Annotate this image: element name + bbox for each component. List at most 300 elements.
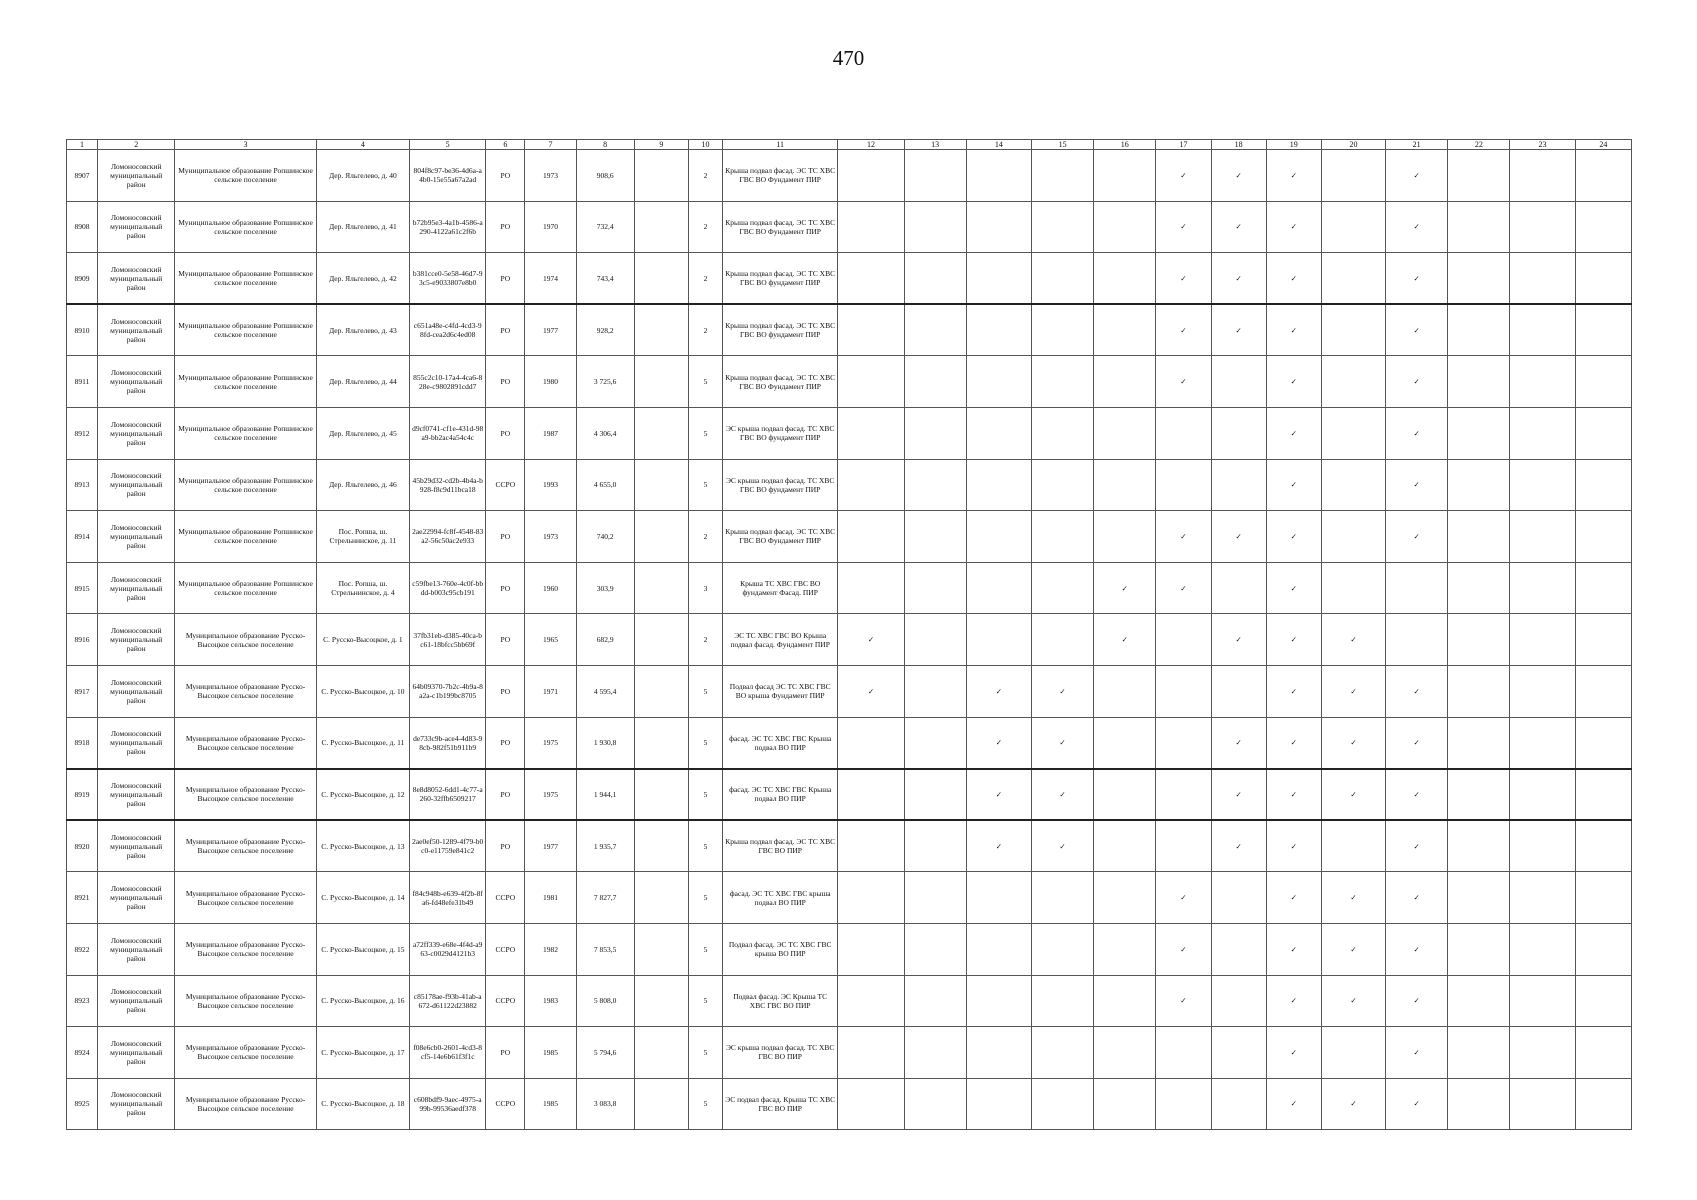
type-cell: РО	[486, 665, 525, 717]
row-number: 8916	[67, 614, 98, 666]
empty-cell	[966, 923, 1031, 975]
check-mark-icon: ✓	[1386, 717, 1448, 769]
row-number: 8923	[67, 975, 98, 1027]
empty-cell	[634, 614, 688, 666]
empty-cell	[838, 459, 904, 511]
empty-cell	[1321, 253, 1385, 305]
empty-cell	[1094, 201, 1156, 253]
empty-cell	[1031, 1078, 1093, 1130]
empty-cell	[1321, 459, 1385, 511]
table-row	[67, 304, 1632, 356]
column-header: 15	[1031, 140, 1093, 150]
empty-cell	[1510, 253, 1575, 305]
empty-cell	[1094, 769, 1156, 821]
district-cell: Ломоносовский муниципальный район	[98, 459, 175, 511]
empty-cell	[966, 975, 1031, 1027]
check-mark-icon: ✓	[1266, 407, 1321, 459]
empty-cell	[1031, 407, 1093, 459]
empty-cell	[966, 201, 1031, 253]
empty-cell	[1448, 356, 1510, 408]
year-cell: 1977	[525, 304, 576, 356]
year-cell: 1975	[525, 717, 576, 769]
empty-cell	[838, 1078, 904, 1130]
empty-cell	[904, 356, 966, 408]
house-code-cell: 8e8d8052-6dd1-4c77-a260-32ffb6509217	[410, 769, 486, 821]
empty-cell	[1510, 820, 1575, 872]
column-header: 19	[1266, 140, 1321, 150]
district-cell: Ломоносовский муниципальный район	[98, 253, 175, 305]
empty-cell	[634, 1027, 688, 1079]
district-cell: Ломоносовский муниципальный район	[98, 872, 175, 924]
column-header: 11	[723, 140, 838, 150]
address-cell: С. Русско-Высоцкое, д. 17	[316, 1027, 409, 1079]
area-cell: 740,2	[576, 511, 634, 563]
house-code-cell: 64b09370-7b2c-4b9a-8a2a-c1b199bc8705	[410, 665, 486, 717]
entrances-cell: 5	[688, 459, 722, 511]
empty-cell	[904, 304, 966, 356]
check-mark-icon: ✓	[1386, 665, 1448, 717]
empty-cell	[634, 1078, 688, 1130]
check-mark-icon: ✓	[1386, 769, 1448, 821]
check-mark-icon: ✓	[1266, 459, 1321, 511]
empty-cell	[1156, 1078, 1211, 1130]
check-mark-icon: ✓	[1266, 614, 1321, 666]
works-list-cell: Подвал фасад. ЭС Крыша ТС ХВС ГВС ВО ПИР	[723, 975, 838, 1027]
empty-cell	[1031, 614, 1093, 666]
municipality-cell: Муниципальное образование Ропшинское сельское поселение	[175, 407, 316, 459]
empty-cell	[838, 1027, 904, 1079]
column-header: 2	[98, 140, 175, 150]
area-cell: 3 725,6	[576, 356, 634, 408]
empty-cell	[1211, 459, 1266, 511]
empty-cell	[1575, 1027, 1631, 1079]
table-row	[67, 407, 1632, 459]
empty-cell	[1448, 614, 1510, 666]
entrances-cell: 5	[688, 665, 722, 717]
municipality-cell: Муниципальное образование Ропшинское сельское поселение	[175, 304, 316, 356]
empty-cell	[1448, 665, 1510, 717]
empty-cell	[1510, 511, 1575, 563]
area-cell: 928,2	[576, 304, 634, 356]
row-number: 8921	[67, 872, 98, 924]
entrances-cell: 3	[688, 562, 722, 614]
area-cell: 1 935,7	[576, 820, 634, 872]
empty-cell	[1321, 407, 1385, 459]
check-mark-icon: ✓	[1211, 820, 1266, 872]
area-cell: 3 083,8	[576, 1078, 634, 1130]
house-code-cell: 37fb31eb-d385-40ca-bc61-18bfcc5bb69f	[410, 614, 486, 666]
empty-cell	[904, 665, 966, 717]
district-cell: Ломоносовский муниципальный район	[98, 1078, 175, 1130]
municipality-cell: Муниципальное образование Русско-Высоцкое сельское поселение	[175, 614, 316, 666]
empty-cell	[1156, 820, 1211, 872]
entrances-cell: 2	[688, 253, 722, 305]
empty-cell	[1211, 407, 1266, 459]
empty-cell	[1094, 872, 1156, 924]
check-mark-icon: ✓	[966, 665, 1031, 717]
empty-cell	[1321, 511, 1385, 563]
year-cell: 1973	[525, 150, 576, 202]
empty-cell	[634, 769, 688, 821]
type-cell: РО	[486, 614, 525, 666]
empty-cell	[1510, 356, 1575, 408]
empty-cell	[1211, 665, 1266, 717]
row-number: 8912	[67, 407, 98, 459]
check-mark-icon: ✓	[1156, 511, 1211, 563]
table-row	[67, 872, 1632, 924]
year-cell: 1970	[525, 201, 576, 253]
column-header: 18	[1211, 140, 1266, 150]
empty-cell	[1448, 1078, 1510, 1130]
row-number: 8908	[67, 201, 98, 253]
column-header: 16	[1094, 140, 1156, 150]
empty-cell	[838, 150, 904, 202]
empty-cell	[1575, 511, 1631, 563]
empty-cell	[1321, 562, 1385, 614]
area-cell: 5 808,0	[576, 975, 634, 1027]
entrances-cell: 2	[688, 511, 722, 563]
empty-cell	[634, 872, 688, 924]
municipality-cell: Муниципальное образование Русско-Высоцкое сельское поселение	[175, 665, 316, 717]
empty-cell	[838, 923, 904, 975]
house-code-cell: 804f8c97-be36-4d6a-a4b0-15e55a67a2ad	[410, 150, 486, 202]
check-mark-icon: ✓	[1156, 975, 1211, 1027]
entrances-cell: 5	[688, 1078, 722, 1130]
year-cell: 1973	[525, 511, 576, 563]
empty-cell	[1510, 769, 1575, 821]
empty-cell	[1575, 717, 1631, 769]
row-number: 8909	[67, 253, 98, 305]
check-mark-icon: ✓	[1321, 1078, 1385, 1130]
entrances-cell: 2	[688, 304, 722, 356]
empty-cell	[1211, 923, 1266, 975]
check-mark-icon: ✓	[1266, 150, 1321, 202]
empty-cell	[1510, 872, 1575, 924]
empty-cell	[1510, 717, 1575, 769]
type-cell: ССРО	[486, 1078, 525, 1130]
check-mark-icon: ✓	[1156, 201, 1211, 253]
municipality-cell: Муниципальное образование Русско-Высоцкое сельское поселение	[175, 923, 316, 975]
empty-cell	[1031, 562, 1093, 614]
empty-cell	[1031, 872, 1093, 924]
municipality-cell: Муниципальное образование Русско-Высоцкое сельское поселение	[175, 820, 316, 872]
house-code-cell: b381cce0-5e58-46d7-93c5-e9033807e8b0	[410, 253, 486, 305]
empty-cell	[1448, 511, 1510, 563]
empty-cell	[1448, 407, 1510, 459]
empty-cell	[634, 717, 688, 769]
empty-cell	[1156, 459, 1211, 511]
works-list-cell: Крыша подвал фасад. ЭС ТС ХВС ГВС ВО ПИР	[723, 820, 838, 872]
check-mark-icon: ✓	[1321, 717, 1385, 769]
type-cell: РО	[486, 201, 525, 253]
year-cell: 1971	[525, 665, 576, 717]
check-mark-icon: ✓	[1211, 201, 1266, 253]
district-cell: Ломоносовский муниципальный район	[98, 562, 175, 614]
table-row	[67, 1078, 1632, 1130]
address-cell: Пос. Ропша, ш. Стрельнинское, д. 11	[316, 511, 409, 563]
empty-cell	[1575, 459, 1631, 511]
address-cell: Пос. Ропша, ш. Стрельнинское, д. 4	[316, 562, 409, 614]
empty-cell	[634, 820, 688, 872]
row-number: 8907	[67, 150, 98, 202]
check-mark-icon: ✓	[1386, 511, 1448, 563]
empty-cell	[1031, 304, 1093, 356]
works-list-cell: Крыша подвал фасад. ЭС ТС ХВС ГВС ВО Фундамент ПИР	[723, 201, 838, 253]
table-row	[67, 253, 1632, 305]
empty-cell	[966, 459, 1031, 511]
type-cell: РО	[486, 717, 525, 769]
works-list-cell: Подвал фасад. ЭС ТС ХВС ГВС крыша ВО ПИР	[723, 923, 838, 975]
empty-cell	[838, 562, 904, 614]
type-cell: РО	[486, 356, 525, 408]
column-header: 7	[525, 140, 576, 150]
year-cell: 1974	[525, 253, 576, 305]
empty-cell	[838, 872, 904, 924]
area-cell: 682,9	[576, 614, 634, 666]
year-cell: 1987	[525, 407, 576, 459]
check-mark-icon: ✓	[1266, 253, 1321, 305]
check-mark-icon: ✓	[1031, 717, 1093, 769]
municipality-cell: Муниципальное образование Русско-Высоцкое сельское поселение	[175, 717, 316, 769]
check-mark-icon: ✓	[1266, 304, 1321, 356]
address-cell: С. Русско-Высоцкое, д. 10	[316, 665, 409, 717]
check-mark-icon: ✓	[1386, 201, 1448, 253]
address-cell: С. Русско-Высоцкое, д. 12	[316, 769, 409, 821]
empty-cell	[1575, 872, 1631, 924]
entrances-cell: 5	[688, 1027, 722, 1079]
empty-cell	[1510, 201, 1575, 253]
empty-cell	[1321, 356, 1385, 408]
check-mark-icon: ✓	[1386, 1027, 1448, 1079]
row-number: 8915	[67, 562, 98, 614]
check-mark-icon: ✓	[1386, 820, 1448, 872]
empty-cell	[1211, 975, 1266, 1027]
empty-cell	[904, 769, 966, 821]
empty-cell	[1094, 253, 1156, 305]
check-mark-icon: ✓	[1266, 923, 1321, 975]
table-row	[67, 665, 1632, 717]
empty-cell	[1094, 665, 1156, 717]
house-code-cell: 2ae0ef50-1289-4f79-b0c0-e11759e841c2	[410, 820, 486, 872]
type-cell: РО	[486, 150, 525, 202]
check-mark-icon: ✓	[1211, 511, 1266, 563]
address-cell: Дер. Яльгелево, д. 42	[316, 253, 409, 305]
empty-cell	[1094, 1027, 1156, 1079]
empty-cell	[838, 717, 904, 769]
empty-cell	[1094, 304, 1156, 356]
empty-cell	[1094, 459, 1156, 511]
address-cell: Дер. Яльгелево, д. 40	[316, 150, 409, 202]
empty-cell	[1031, 459, 1093, 511]
district-cell: Ломоносовский муниципальный район	[98, 820, 175, 872]
year-cell: 1981	[525, 872, 576, 924]
empty-cell	[904, 1027, 966, 1079]
empty-cell	[1448, 1027, 1510, 1079]
empty-cell	[904, 923, 966, 975]
check-mark-icon: ✓	[1211, 614, 1266, 666]
empty-cell	[1448, 150, 1510, 202]
entrances-cell: 5	[688, 356, 722, 408]
house-code-cell: f84c948b-e639-4f2b-8fa6-fd48efe31b49	[410, 872, 486, 924]
column-header: 23	[1510, 140, 1575, 150]
address-cell: С. Русско-Высоцкое, д. 13	[316, 820, 409, 872]
column-header: 5	[410, 140, 486, 150]
empty-cell	[1386, 614, 1448, 666]
table-row	[67, 459, 1632, 511]
district-cell: Ломоносовский муниципальный район	[98, 923, 175, 975]
area-cell: 4 595,4	[576, 665, 634, 717]
year-cell: 1977	[525, 820, 576, 872]
check-mark-icon: ✓	[1321, 665, 1385, 717]
empty-cell	[1575, 407, 1631, 459]
check-mark-icon: ✓	[1321, 923, 1385, 975]
empty-cell	[634, 923, 688, 975]
empty-cell	[1211, 356, 1266, 408]
type-cell: РО	[486, 562, 525, 614]
empty-cell	[1094, 356, 1156, 408]
table-row	[67, 717, 1632, 769]
empty-cell	[1575, 304, 1631, 356]
check-mark-icon: ✓	[1156, 872, 1211, 924]
row-number: 8913	[67, 459, 98, 511]
column-header: 14	[966, 140, 1031, 150]
empty-cell	[1321, 820, 1385, 872]
house-code-cell: f08e6cb0-2601-4cd3-8cf5-14e6b61f3f1c	[410, 1027, 486, 1079]
empty-cell	[904, 407, 966, 459]
column-header: 8	[576, 140, 634, 150]
check-mark-icon: ✓	[1266, 1027, 1321, 1079]
empty-cell	[1510, 459, 1575, 511]
address-cell: С. Русско-Высоцкое, д. 11	[316, 717, 409, 769]
empty-cell	[966, 872, 1031, 924]
empty-cell	[1211, 872, 1266, 924]
housing-registry-table	[66, 139, 1632, 1130]
empty-cell	[966, 1027, 1031, 1079]
year-cell: 1965	[525, 614, 576, 666]
empty-cell	[966, 562, 1031, 614]
check-mark-icon: ✓	[1386, 975, 1448, 1027]
column-header: 6	[486, 140, 525, 150]
check-mark-icon: ✓	[1156, 923, 1211, 975]
address-cell: С. Русско-Высоцкое, д. 18	[316, 1078, 409, 1130]
row-number: 8911	[67, 356, 98, 408]
empty-cell	[1156, 717, 1211, 769]
column-header: 12	[838, 140, 904, 150]
column-header: 21	[1386, 140, 1448, 150]
empty-cell	[1448, 717, 1510, 769]
check-mark-icon: ✓	[1386, 356, 1448, 408]
empty-cell	[1448, 562, 1510, 614]
table-row	[67, 923, 1632, 975]
table-row	[67, 201, 1632, 253]
table-row	[67, 356, 1632, 408]
check-mark-icon: ✓	[1266, 356, 1321, 408]
check-mark-icon: ✓	[1386, 407, 1448, 459]
type-cell: РО	[486, 253, 525, 305]
empty-cell	[1094, 820, 1156, 872]
empty-cell	[1211, 1078, 1266, 1130]
address-cell: Дер. Яльгелево, д. 45	[316, 407, 409, 459]
empty-cell	[904, 717, 966, 769]
column-header: 20	[1321, 140, 1385, 150]
works-list-cell: Крыша подвал фасад. ЭС ТС ХВС ГВС ВО Фундамент ПИР	[723, 511, 838, 563]
empty-cell	[1031, 356, 1093, 408]
empty-cell	[1094, 511, 1156, 563]
check-mark-icon: ✓	[1386, 1078, 1448, 1130]
empty-cell	[1448, 872, 1510, 924]
check-mark-icon: ✓	[1031, 665, 1093, 717]
house-code-cell: 855c2c10-17a4-4ca6-828e-c9802891cdd7	[410, 356, 486, 408]
area-cell: 4 655,0	[576, 459, 634, 511]
type-cell: ССРО	[486, 872, 525, 924]
empty-cell	[1031, 150, 1093, 202]
empty-cell	[1510, 1027, 1575, 1079]
empty-cell	[1448, 769, 1510, 821]
table-row	[67, 614, 1632, 666]
empty-cell	[1510, 975, 1575, 1027]
row-number: 8917	[67, 665, 98, 717]
check-mark-icon: ✓	[1156, 150, 1211, 202]
area-cell: 4 306,4	[576, 407, 634, 459]
empty-cell	[1386, 562, 1448, 614]
check-mark-icon: ✓	[1211, 304, 1266, 356]
area-cell: 743,4	[576, 253, 634, 305]
empty-cell	[1211, 562, 1266, 614]
check-mark-icon: ✓	[1266, 975, 1321, 1027]
type-cell: РО	[486, 1027, 525, 1079]
empty-cell	[1448, 975, 1510, 1027]
empty-cell	[1510, 665, 1575, 717]
empty-cell	[1510, 407, 1575, 459]
works-list-cell: Крыша подвал фасад. ЭС ТС ХВС ГВС ВО Фундамент ПИР	[723, 150, 838, 202]
empty-cell	[1321, 201, 1385, 253]
year-cell: 1985	[525, 1027, 576, 1079]
column-header: 17	[1156, 140, 1211, 150]
check-mark-icon: ✓	[1156, 253, 1211, 305]
check-mark-icon: ✓	[1094, 562, 1156, 614]
table-row	[67, 820, 1632, 872]
empty-cell	[634, 253, 688, 305]
empty-cell	[966, 407, 1031, 459]
empty-cell	[1321, 1027, 1385, 1079]
house-code-cell: 2ae22994-fc8f-4548-83a2-56c50ac2e933	[410, 511, 486, 563]
check-mark-icon: ✓	[838, 665, 904, 717]
empty-cell	[634, 511, 688, 563]
empty-cell	[1031, 511, 1093, 563]
address-cell: С. Русско-Высоцкое, д. 16	[316, 975, 409, 1027]
check-mark-icon: ✓	[1211, 253, 1266, 305]
empty-cell	[904, 253, 966, 305]
district-cell: Ломоносовский муниципальный район	[98, 665, 175, 717]
empty-cell	[634, 150, 688, 202]
table-row	[67, 769, 1632, 821]
empty-cell	[1094, 923, 1156, 975]
check-mark-icon: ✓	[1266, 1078, 1321, 1130]
entrances-cell: 5	[688, 407, 722, 459]
empty-cell	[904, 562, 966, 614]
entrances-cell: 2	[688, 614, 722, 666]
table-row	[67, 562, 1632, 614]
empty-cell	[1575, 975, 1631, 1027]
empty-cell	[1575, 1078, 1631, 1130]
empty-cell	[838, 356, 904, 408]
row-number: 8910	[67, 304, 98, 356]
empty-cell	[634, 459, 688, 511]
empty-cell	[1575, 614, 1631, 666]
empty-cell	[1094, 150, 1156, 202]
row-number: 8918	[67, 717, 98, 769]
municipality-cell: Муниципальное образование Ропшинское сельское поселение	[175, 253, 316, 305]
